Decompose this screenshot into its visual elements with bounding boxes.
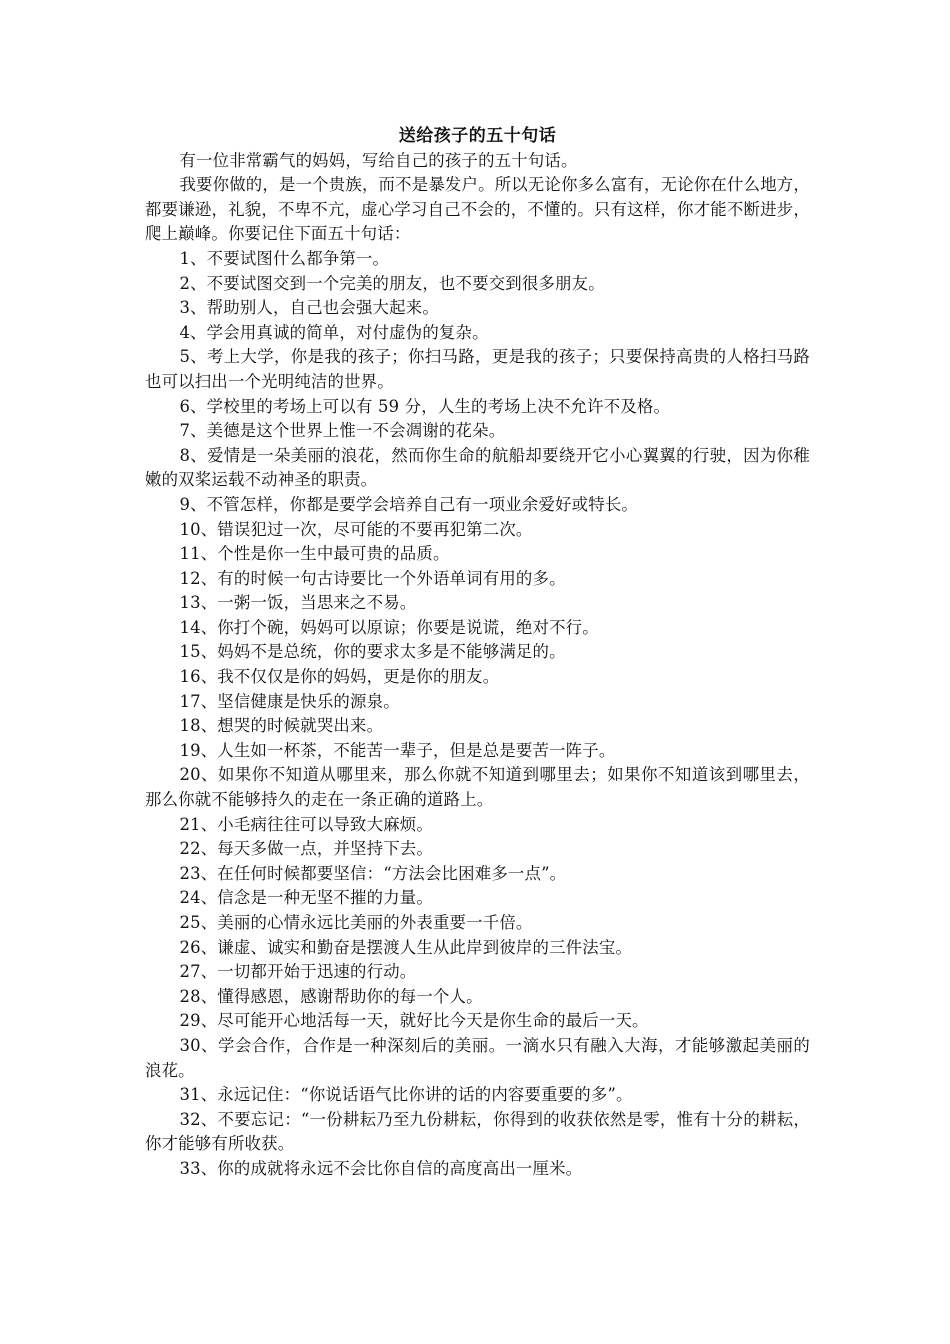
preface-paragraph: 我要你做的，是一个贵族，而不是暴发户。所以无论你多么富有，无论你在什么地方，都要谦逊，礼貌，不卑不亢，虚心学习自己不会的，不懂的。只有这样，你才能不断进步，爬上巅峰。你要记住下面五十句话： [145,175,810,244]
numbered-saying: 3、帮助别人，自己也会强大起来。 [179,298,439,318]
numbered-saying: 16、我不仅仅是你的妈妈，更是你的朋友。 [179,667,500,687]
numbered-saying: 1、不要试图什么都争第一。 [179,248,390,268]
document-page [145,124,810,1182]
numbered-saying: 15、妈妈不是总统，你的要求太多是不能够满足的。 [179,642,566,662]
numbered-saying: 30、学会合作，合作是一种深刻后的美丽。一滴水只有融入大海，才能够激起美丽的浪花。 [145,1035,810,1080]
numbered-saying: 22、每天多做一点，并坚持下去。 [179,839,433,859]
numbered-saying: 10、错误犯过一次，尽可能的不要再犯第二次。 [179,519,533,539]
numbered-saying: 19、人生如一杯茶，不能苦一辈子，但是总是要苦一阵子。 [179,740,616,760]
numbered-saying: 32、不要忘记：“一份耕耘乃至九份耕耘，你得到的收获依然是零，惟有十分的耕耘，你才能够有所收获。 [145,1109,810,1154]
numbered-saying: 4、学会用真诚的简单，对付虚伪的复杂。 [179,322,489,342]
numbered-saying: 6、学校里的考场上可以有 59 分，人生的考场上决不允许不及格。 [179,396,671,416]
numbered-saying: 9、不管怎样，你都是要学会培养自己有一项业余爱好或特长。 [179,494,639,514]
numbered-saying: 17、坚信健康是快乐的源泉。 [179,691,400,711]
numbered-saying: 5、考上大学，你是我的孩子；你扫马路，更是我的孩子；只要保持高贵的人格扫马路也可以扫出一个光明纯洁的世界。 [145,347,810,391]
numbered-saying: 23、在任何时候都要坚信：“方法会比困难多一点”。 [179,863,567,883]
numbered-saying: 8、爱情是一朵美丽的浪花，然而你生命的航船却要绕开它小心翼翼的行驶，因为你稚嫩的双桨运载不动神圣的职责。 [145,445,810,490]
numbered-saying: 18、想哭的时候就哭出来。 [179,716,384,736]
document-title: 送给孩子的五十句话 [398,126,557,146]
intro-paragraph: 有一位非常霸气的妈妈，写给自己的孩子的五十句话。 [179,150,578,170]
numbered-saying: 24、信念是一种无坚不摧的力量。 [179,888,433,908]
numbered-saying: 28、懂得感恩，感谢帮助你的每一个人。 [179,986,483,1006]
numbered-saying: 13、一粥一饭，当思来之不易。 [179,593,417,613]
numbered-saying: 20、如果你不知道从哪里来，那么你就不知道到哪里去；如果你不知道该到哪里去，那么你就不能够持久的走在一条正确的道路上。 [145,765,810,810]
numbered-saying: 29、尽可能开心地活每一天，就好比今天是你生命的最后一天。 [179,1011,649,1031]
numbered-saying: 11、个性是你一生中最可贵的品质。 [179,544,450,564]
numbered-saying: 33、你的成就将永远不会比你自信的高度高出一厘米。 [179,1158,583,1178]
document-body [145,149,810,1182]
numbered-saying: 7、美德是这个世界上惟一不会凋谢的花朵。 [179,421,506,441]
numbered-saying: 2、不要试图交到一个完美的朋友，也不要交到很多朋友。 [179,273,605,293]
numbered-saying: 25、美丽的心情永远比美丽的外表重要一千倍。 [179,913,533,932]
numbered-saying: 26、谦虚、诚实和勤奋是摆渡人生从此岸到彼岸的三件法宝。 [179,937,633,957]
numbered-saying: 12、有的时候一句古诗要比一个外语单词有用的多。 [179,568,566,588]
numbered-saying: 14、你打个碗，妈妈可以原谅；你要是说谎，绝对不行。 [179,617,599,637]
numbered-saying: 21、小毛病往往可以导致大麻烦。 [179,814,433,834]
numbered-saying: 31、永远记住：“你说话语气比你讲的话的内容要重要的多”。 [179,1085,633,1105]
numbered-saying: 27、一切都开始于迅速的行动。 [179,962,417,982]
